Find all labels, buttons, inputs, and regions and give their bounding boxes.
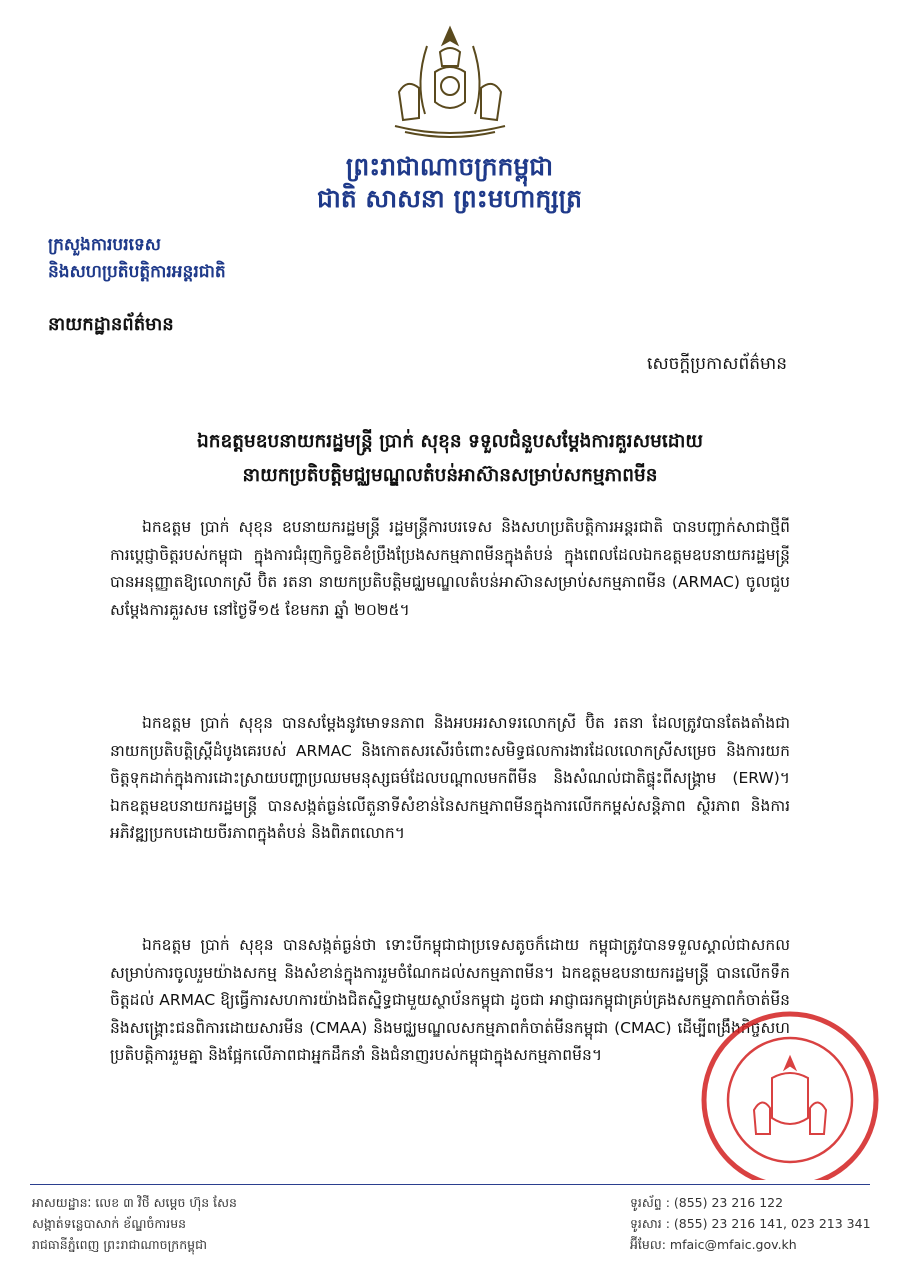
press-release-label: សេចក្ដីប្រកាសព័ត៌មាន [647,354,787,374]
press-release-title [60,425,840,493]
email-address[interactable]: អ៊ីមែល: mfaic@mfaic.gov.kh [630,1237,797,1252]
royal-coat-of-arms-icon [385,22,515,142]
ministry-name-line2: និងសហប្រតិបត្តិការអន្តរជាតិ [48,262,226,282]
address-line-2: សង្កាត់ទន្លេបាសាក់ ខ័ណ្ឌចំការមន [32,1216,187,1231]
body-paragraph-3: ឯកឧត្តម ប្រាក់ សុខុន បានសង្កត់ធ្ងន់ថា ទោះបីកម្ពុជាជាប្រទេសតូចក៏ដោយ កម្ពុជាត្រូវបានទទួលស្គាល់ជាសកលសម្រាប់ការចូលរួមយ៉ាងសកម្ម និងសំខាន់ក្នុងការរួមចំណែកដល់សកម្មភាពមីន។ ឯកឧត្តមឧបនាយករដ្ឋមន្ត្រី បានលើកទឹកចិត្តដល់ ARMAC ឱ្យធ្វើការសហការយ៉ាងជិតស្និទ្ធជាមួយស្ថាប័នកម្ពុជា ដូចជា អាជ្ញាធរកម្ពុជាគ្រប់គ្រងសកម្មភាពកំចាត់មីន និងសង្គ្រោះជនពិការដោយសារមីន (CMAA) និងមជ្ឈមណ្ឌលសកម្មភាពកំចាត់មីនកម្ពុជា (CMAC) ដើម្បីពង្រឹងកិច្ចសហប្រតិបត្តិការរួមគ្នា និងផ្អែកលើភាពជាអ្នកដឹកនាំ និងជំនាញរបស់កម្ពុជាក្នុងសកម្មភាពមីន។ [110,936,790,1064]
footer-contacts [630,1192,871,1255]
footer-address [32,1192,237,1255]
phone-number: ទូរស័ព្ទ : (855) 23 216 122 [630,1195,784,1210]
national-motto: ជាតិ សាសនា ព្រះមហាក្សត្រ [317,184,582,213]
title-line-1: ឯកឧត្តមឧបនាយករដ្ឋមន្រ្តី ប្រាក់ សុខុន ទទួលជំនួបសម្ដែងការគួរសមដោយ [197,431,703,452]
address-line-3: រាជធានីភ្នំពេញ ព្រះរាជាណាចក្រកម្ពុជា [32,1237,207,1252]
ministry-name-line1: ក្រសួងការបរទេស [48,235,161,255]
body-paragraph-2: ឯកឧត្តម ប្រាក់ សុខុន បានសម្តែងនូវមោទនភាព និងអបអរសាទរលោកស្រី ប៊ិត រតនា ដែលត្រូវបានតែងតាំងជានាយកប្រតិបត្តិស្រ្តីដំបូងគេរបស់ ARMAC និងកោតសរសើរចំពោះសមិទ្ធផលការងារដែលលោកស្រីសម្រេច និងការយកចិត្តទុកដាក់ក្នុងការដោះស្រាយបញ្ហាប្រឈមមនុស្សធម៌ដែលបណ្ដាលមកពីមីន និងសំណល់ជាតិផ្ទុះពីសង្គ្រាម (ERW)។ ឯកឧត្តមឧបនាយករដ្ឋមន្ត្រី បានសង្កត់ធ្ងន់លើតួនាទីសំខាន់នៃសកម្មភាពមីនក្នុងការលើកកម្ពស់សន្តិភាព ស្ថិរភាព និងការអភិវឌ្ឍប្រកបដោយចីរភាពក្នុងតំបន់ និងពិភពលោក។ [110,714,790,842]
official-seal-icon [650,1000,880,1180]
title-line-2: នាយកប្រតិបត្តិមជ្ឈមណ្ឌលតំបន់អាស៊ានសម្រាប់សកម្មភាពមីន [242,465,658,486]
body-paragraph-1: ឯកឧត្តម ប្រាក់ សុខុន ឧបនាយករដ្ឋមន្ត្រី រដ្ឋមន្ត្រីការបរទេស និងសហប្រតិបត្តិការអន្តរជាតិ បានបញ្ជាក់សាជាថ្មីពីការប្តេជ្ញាចិត្តរបស់កម្ពុជា ក្នុងការជំរុញកិច្ចខិតខំប្រឹងប្រែងសកម្មភាពមីនក្នុងតំបន់ ក្នុងពេលដែលឯកឧត្តមឧបនាយករដ្ឋមន្ត្រីបានអនុញ្ញាតឱ្យលោកស្រី ប៊ិត រតនា នាយកប្រតិបត្តិមជ្ឈមណ្ឌលតំបន់អាស៊ានសម្រាប់សកម្មភាពមីន (ARMAC) ចូលជួបសម្តែងការគួរសម នៅថ្ងៃទី១៥ ខែមករា ឆ្នាំ ២០២៥។ [110,518,790,619]
address-line-1: អាសយដ្ឋានៈ លេខ ៣ វិថី សម្ដេច ហ៊ុន សែន [32,1195,237,1210]
footer-divider [30,1184,870,1185]
kingdom-title: ព្រះរាជាណាចក្រកម្ពុជា [345,152,554,181]
department-name: នាយកដ្ឋានព័ត៌មាន [48,314,174,335]
fax-number: ទូរសារ : (855) 23 216 141, 023 213 341 [630,1216,871,1231]
